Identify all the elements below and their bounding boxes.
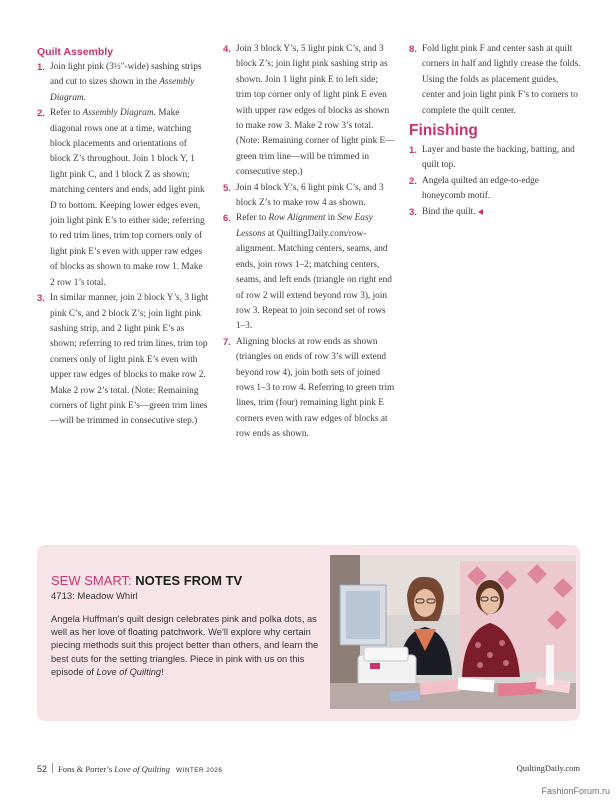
- text-run: Refer to: [50, 108, 83, 119]
- column-1: [37, 42, 209, 430]
- text-run: in: [325, 213, 338, 224]
- sew-smart-box: [37, 545, 580, 721]
- step-number: 6.: [223, 213, 231, 225]
- notes-from-tv: NOTES FROM TV: [135, 573, 243, 588]
- text-run: Join 3 block Y’s, 5 light pink C’s, and 3 block Z’s; join light pink sashing strip as shown. Join 1 light pink E to left side; trim top corner only of light pink E even with upper raw edges of blocks as shown to make row 3. Make 2 row 3’s total. (Note: Remaining corner of light pink E—green trim line—will be trimmed in consecutive step.): [236, 44, 395, 178]
- assembly-steps-a: [37, 60, 209, 430]
- sew-smart-text: [51, 573, 321, 679]
- watermark: FashionForum.ru: [541, 786, 610, 796]
- sew-smart-label: SEW SMART:: [51, 573, 132, 588]
- footer-divider: [52, 763, 53, 773]
- step-number: 3.: [409, 206, 417, 218]
- issue-season: WINTER 2026: [176, 767, 223, 774]
- column-2: [223, 42, 395, 443]
- step-item: [223, 211, 395, 334]
- italic-reference: Row Alignment: [268, 213, 326, 224]
- section-heading-finishing: Finishing: [409, 122, 478, 140]
- text-run: In similar manner, join 2 block Y’s, 3 light pink C’s, and 2 block Z’s; join light pink sashing strip, and 2 light pink E’s as shown; referring to red trim lines, trim top corners only of light pink E’s even with upper raw edges of blocks to make row 2. Make 2 row 2’s total. (Note: Remaining corners of light pink E’s—green trim lines—will be trimmed in consecutive step.): [50, 293, 209, 427]
- step-number: 4.: [223, 44, 231, 55]
- step-item: [37, 106, 209, 291]
- step-text: [236, 213, 392, 331]
- sew-smart-body-text: Angela Huffman’s quilt design celebrates pink and polka dots, as well as her love of floating patchwork. We’ll explore why certain piecing methods suit this project better than others, and learn the best cuts for the setting triangles. Piece in pink with us on this episode of: [51, 614, 319, 677]
- step-text: [50, 62, 202, 103]
- step-item: [223, 335, 395, 443]
- step-text: [50, 293, 208, 426]
- publication-name-italic: Love of Quilting: [114, 764, 171, 774]
- finishing-step-item: [409, 205, 581, 220]
- step-number: 3.: [37, 293, 45, 305]
- text-run: Aligning blocks at row ends as shown (triangles on ends of row 3’s will extend beyond row 4), join both sets of joined rows 1–3 to row 4. Referring to green trim lines, trim (four) remaining light pink E corners even with raw edges of blocks at row ends as shown.: [236, 336, 395, 440]
- show-name: Love of Quilting: [96, 666, 162, 677]
- step-text: Angela quilted an edge-to-edge honeycomb motif.: [422, 175, 539, 202]
- column-3: [409, 42, 581, 220]
- step-number: 1.: [37, 62, 45, 73]
- text-run: . Make diagonal rows one at a time, watching block placements and orientations of block Z’s throughout. Join 1 block Y, 1 light pink C, and 1 block Z as shown; matching centers and ends, add light pink D to bottom. Keeping lower edges even, join light pink E’s to either side; referring to red trim lines, trim top corners only of light pink E’s even with upper raw edges of blocks as shown to make row 1. Make 2 row 1’s total.: [50, 108, 205, 288]
- section-heading-quilt-assembly: Quilt Assembly: [37, 46, 114, 58]
- sew-smart-title: [51, 573, 321, 589]
- step-item: [37, 291, 209, 430]
- assembly-steps-b: [223, 42, 395, 443]
- italic-reference: Assembly Diagram: [50, 77, 195, 103]
- step-number: 2.: [409, 175, 417, 187]
- finishing-step-item: [409, 174, 581, 205]
- step-item: [223, 181, 395, 212]
- step-item: [37, 60, 209, 106]
- text-run: .: [83, 92, 86, 103]
- step-number: 2.: [37, 108, 45, 120]
- step-text: [236, 337, 394, 439]
- text-run: Fold light pink F and center sash at quilt corners in half and lightly crease the folds. Using the folds as placement guides, center and join light pink F’s to corners to complete the quilt center.: [422, 44, 581, 116]
- italic-reference: Assembly Diagram: [82, 108, 154, 119]
- step-text: Bind the quilt.: [422, 206, 476, 217]
- text-run: Join 4 block Y’s, 6 light pink C’s, and 3 block Z’s to make row 4 as shown.: [236, 182, 384, 209]
- step-item: [223, 42, 395, 181]
- page-footer: [37, 763, 580, 777]
- step-item: [409, 42, 581, 119]
- page-number: 52: [37, 764, 48, 774]
- step-text: [422, 44, 581, 116]
- italic-reference: Sew Easy Lessons: [236, 213, 373, 239]
- sew-smart-body: [51, 613, 321, 679]
- step-number: 1.: [409, 145, 417, 157]
- step-number: 8.: [409, 44, 417, 55]
- sew-smart-body-end: !: [161, 666, 164, 677]
- step-text: [50, 108, 205, 287]
- assembly-steps-c: [409, 42, 581, 119]
- finishing-step-item: [409, 143, 581, 174]
- episode-title: 4713: Meadow Whirl: [51, 591, 138, 602]
- step-text: [236, 44, 395, 177]
- website: QuiltingDaily.com: [516, 763, 580, 773]
- end-mark-icon: [478, 209, 483, 215]
- step-number: 5.: [223, 182, 231, 194]
- text-run: at QuiltingDaily.com/row-alignment. Matching centers, seams, and ends, join rows 1–2; matching centers, seams, and left ends (triangle on right end of row 2 will extend beyond row 3), join row 3. Repeat to join second set of rows 1–3.: [236, 228, 392, 332]
- publication-name: Fons & Porter’s: [58, 764, 115, 774]
- text-run: Refer to: [236, 213, 269, 224]
- step-text: Layer and baste the backing, batting, and quilt top.: [422, 145, 575, 171]
- tv-hosts-photo: [330, 555, 576, 709]
- finishing-steps: [409, 143, 581, 220]
- step-number: 7.: [223, 336, 231, 348]
- step-text: [236, 183, 384, 208]
- text-run: Join light pink (3½"-wide) sashing strips and cut to sizes shown in the: [50, 62, 202, 88]
